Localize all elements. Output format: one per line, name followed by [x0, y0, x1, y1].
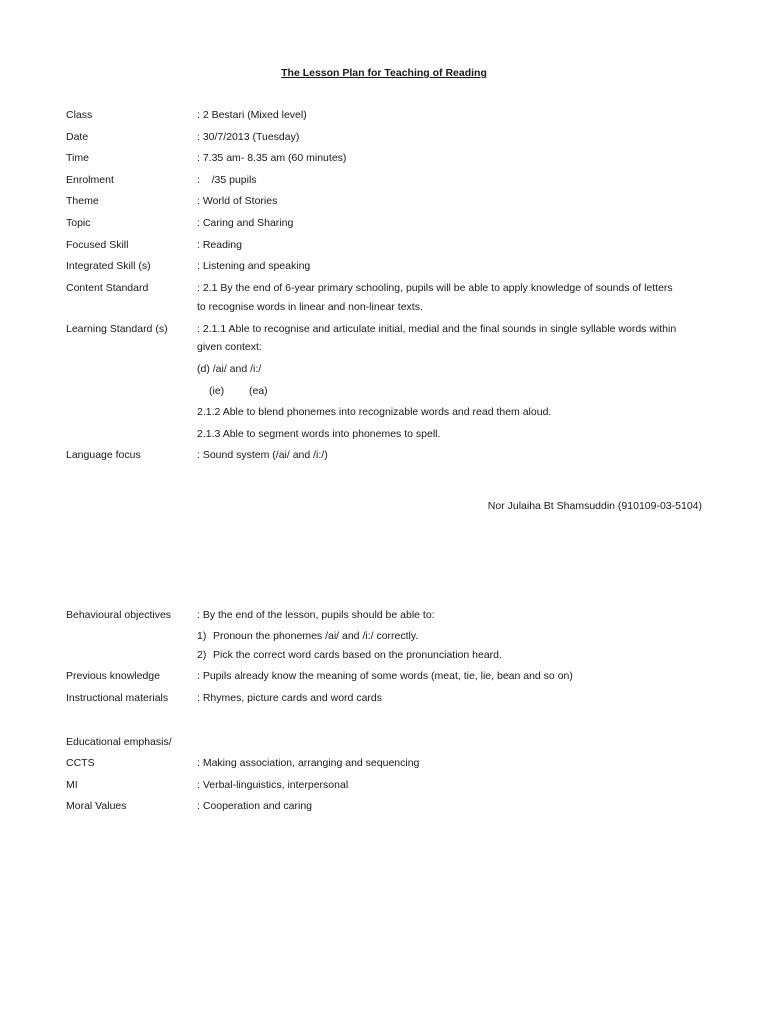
field-label: Enrolment — [66, 174, 114, 186]
learning-standard-line: 2.1.3 Able to segment words into phonemes to spell. — [197, 428, 441, 440]
learning-standard-ea: (ea) — [249, 385, 268, 397]
field-label: Learning Standard (s) — [66, 323, 168, 335]
learning-standard-line: 2.1.2 Able to blend phonemes into recognizable words and read them aloud. — [197, 406, 552, 418]
field-label: Content Standard — [66, 282, 149, 294]
field-value: : By the end of the lesson, pupils should be able to: — [197, 609, 435, 621]
content-standard-line: to recognise words in linear and non-linear texts. — [197, 301, 423, 313]
field-value: : Sound system (/ai/ and /i:/) — [197, 449, 328, 461]
field-value: : Caring and Sharing — [197, 217, 294, 229]
field-label: Previous knowledge — [66, 670, 160, 682]
field-label: Instructional materials — [66, 692, 169, 704]
list-item — [197, 627, 727, 645]
list-item-text: Pick the correct word cards based on the pronunciation heard. — [213, 649, 502, 661]
content-standard-line: : 2.1 By the end of 6-year primary schooling, pupils will be able to apply knowledge of sounds of letters — [197, 282, 673, 294]
learning-standard-line: given context: — [197, 341, 262, 353]
field-value: : Listening and speaking — [197, 260, 311, 272]
field-value: : Pupils already know the meaning of some words (meat, tie, lie, bean and so on) — [197, 670, 573, 682]
field-value: : Reading — [197, 239, 242, 251]
field-label: Theme — [66, 195, 99, 207]
field-label: Focused Skill — [66, 239, 129, 251]
field-label: Time — [66, 152, 89, 164]
field-label: Behavioural objectives — [66, 609, 172, 621]
field-value: : Making association, arranging and sequencing — [197, 757, 420, 769]
field-value: : World of Stories — [197, 195, 278, 207]
list-item-number: 1) — [197, 630, 207, 642]
field-label: Educational emphasis/ — [66, 736, 172, 748]
field-label: Integrated Skill (s) — [66, 260, 151, 272]
author-name: Nor Julaiha Bt Shamsuddin (910109-03-5104) — [487, 500, 702, 512]
field-label: MI — [66, 779, 78, 791]
field-label: CCTS — [66, 757, 95, 769]
field-value: : 2 Bestari (Mixed level) — [197, 109, 307, 121]
list-item-number: 2) — [197, 649, 207, 661]
field-value: : Cooperation and caring — [197, 800, 312, 812]
page-title: The Lesson Plan for Teaching of Reading — [281, 67, 487, 79]
field-value: : /35 pupils — [197, 174, 257, 186]
learning-standard-line: : 2.1.1 Able to recognise and articulate initial, medial and the final sounds in single syllable words within — [197, 323, 677, 335]
field-label: Topic — [66, 217, 91, 229]
field-value: : Rhymes, picture cards and word cards — [197, 692, 382, 704]
field-label: Language focus — [66, 449, 141, 461]
field-label: Date — [66, 131, 89, 143]
learning-standard-line: (d) /ai/ and /i:/ — [197, 363, 262, 375]
learning-standard-ie: (ie) — [209, 385, 225, 397]
field-value: : Verbal-linguistics, interpersonal — [197, 779, 349, 791]
list-item — [197, 646, 727, 664]
list-item-text: Pronoun the phonemes /ai/ and /i:/ correctly. — [213, 630, 419, 642]
field-value: : 7.35 am- 8.35 am (60 minutes) — [197, 152, 347, 164]
field-label: Moral Values — [66, 800, 127, 812]
field-value: : 30/7/2013 (Tuesday) — [197, 131, 300, 143]
field-label: Class — [66, 109, 93, 121]
